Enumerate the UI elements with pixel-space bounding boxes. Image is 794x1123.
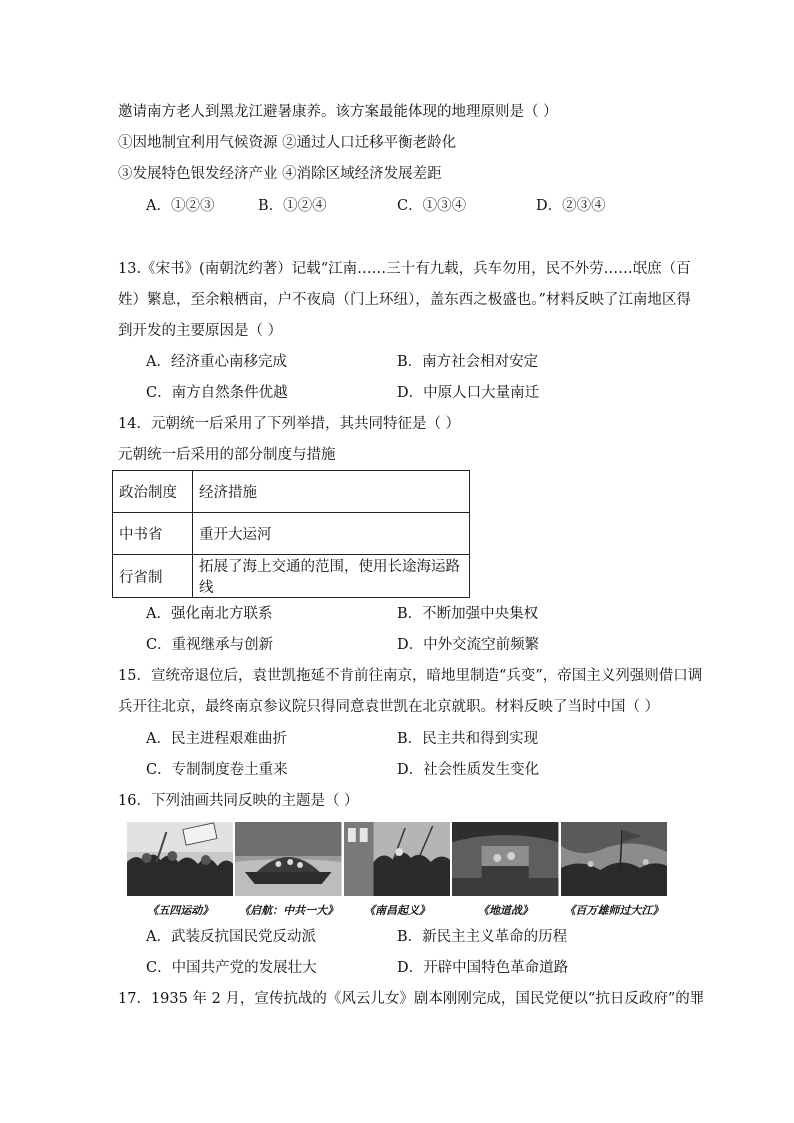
q16-option-c[interactable]: C．中国共产党的发展壮大: [146, 960, 317, 976]
table-cell: 重开大运河: [193, 513, 470, 555]
q13-option-a[interactable]: A．经济重心南移完成: [146, 354, 287, 370]
q12-stem-line: 邀请南方老人到黑龙江避暑康养。该方案最能体现的地理原则是（ ）: [118, 104, 558, 120]
q16-option-a[interactable]: A．武装反抗国民党反动派: [146, 929, 316, 945]
q16-stem-line: 16．下列油画共同反映的主题是（ ）: [118, 793, 359, 809]
painting-caption: 《南昌起义》: [364, 904, 431, 917]
q13-option-d[interactable]: D．中原人口大量南迁: [397, 385, 540, 401]
painting-captions: [127, 902, 667, 918]
table-header-cell: 经济措施: [193, 471, 470, 513]
q15-option-d[interactable]: D．社会性质发生变化: [397, 762, 540, 778]
q14-table: [112, 470, 470, 598]
q13-stem-line: 13.《宋书》(南朝沈约著）记载“江南……三十有九载，兵车勿用，民不外劳……氓庶（百: [118, 261, 691, 277]
painting-crossing-yangtze: [561, 822, 667, 896]
painting-first-congress: [235, 822, 341, 896]
painting-caption: 《启航：中共一大》: [239, 904, 339, 917]
table-cell: 行省制: [113, 555, 193, 598]
q12-option-b[interactable]: B．①②④: [258, 198, 327, 214]
q14-table-caption: 元朝统一后采用的部分制度与措施: [118, 447, 336, 463]
q14-option-d[interactable]: D．中外交流空前频繁: [397, 637, 540, 653]
q15-stem-line: 兵开往北京，最终南京参议院只得同意袁世凯在北京就职。材料反映了当时中国（ ）: [118, 699, 660, 715]
q15-option-b[interactable]: B．民主共和得到实现: [397, 731, 539, 747]
q13-option-c[interactable]: C．南方自然条件优越: [146, 385, 288, 401]
q13-stem-line: 到开发的主要原因是（ ）: [118, 323, 283, 339]
q12-statement-line: ①因地制宜利用气候资源 ②通过人口迁移平衡老龄化: [118, 135, 457, 151]
q15-stem-line: 15．宣统帝退位后，袁世凯拖延不肯前往南京，暗地里制造“兵变”，帝国主义列强则借口调: [118, 668, 703, 684]
q12-option-c[interactable]: C．①③④: [397, 198, 467, 214]
q15-option-a[interactable]: A．民主进程艰难曲折: [146, 731, 287, 747]
table-row: [113, 513, 470, 555]
q14-option-a[interactable]: A．强化南北方联系: [146, 606, 273, 622]
painting-caption: 《地道战》: [477, 904, 533, 917]
table-header-cell: 政治制度: [113, 471, 193, 513]
q12-option-d[interactable]: D．②③④: [536, 198, 606, 214]
painting-caption: 《五四运动》: [147, 904, 214, 917]
q13-stem-line: 姓）繁息，至余粮栖亩，户不夜扃（门上环纽），盖东西之极盛也。”材料反映了江南地区得: [118, 292, 691, 308]
painting-may-fourth: [127, 822, 233, 896]
q13-option-b[interactable]: B．南方社会相对安定: [397, 354, 539, 370]
q16-option-d[interactable]: D．开辟中国特色革命道路: [397, 960, 569, 976]
q14-option-b[interactable]: B．不断加强中央集权: [397, 606, 539, 622]
painting-tunnel-warfare: [452, 822, 558, 896]
q12-statement-line: ③发展特色银发经济产业 ④消除区域经济发展差距: [118, 166, 442, 182]
q14-option-c[interactable]: C．重视继承与创新: [146, 637, 274, 653]
table-cell: 拓展了海上交通的范围，使用长途海运路线: [193, 555, 470, 598]
table-row: [113, 471, 470, 513]
q14-stem-line: 14．元朝统一后采用了下列举措，其共同特征是（ ）: [118, 416, 461, 432]
painting-strip: [127, 822, 667, 896]
q12-option-a[interactable]: A．①②③: [146, 198, 215, 214]
painting-caption: 《百万雄师过大江》: [564, 904, 664, 917]
q15-option-c[interactable]: C．专制制度卷土重来: [146, 762, 288, 778]
painting-nanchang-uprising: [344, 822, 450, 896]
table-row: [113, 555, 470, 598]
table-cell: 中书省: [113, 513, 193, 555]
q17-stem-line: 17．1935 年 2 月，宣传抗战的《风云儿女》剧本刚刚完成，国民党便以“抗日反政府”的罪: [118, 991, 705, 1007]
q16-option-b[interactable]: B．新民主主义革命的历程: [397, 929, 568, 945]
